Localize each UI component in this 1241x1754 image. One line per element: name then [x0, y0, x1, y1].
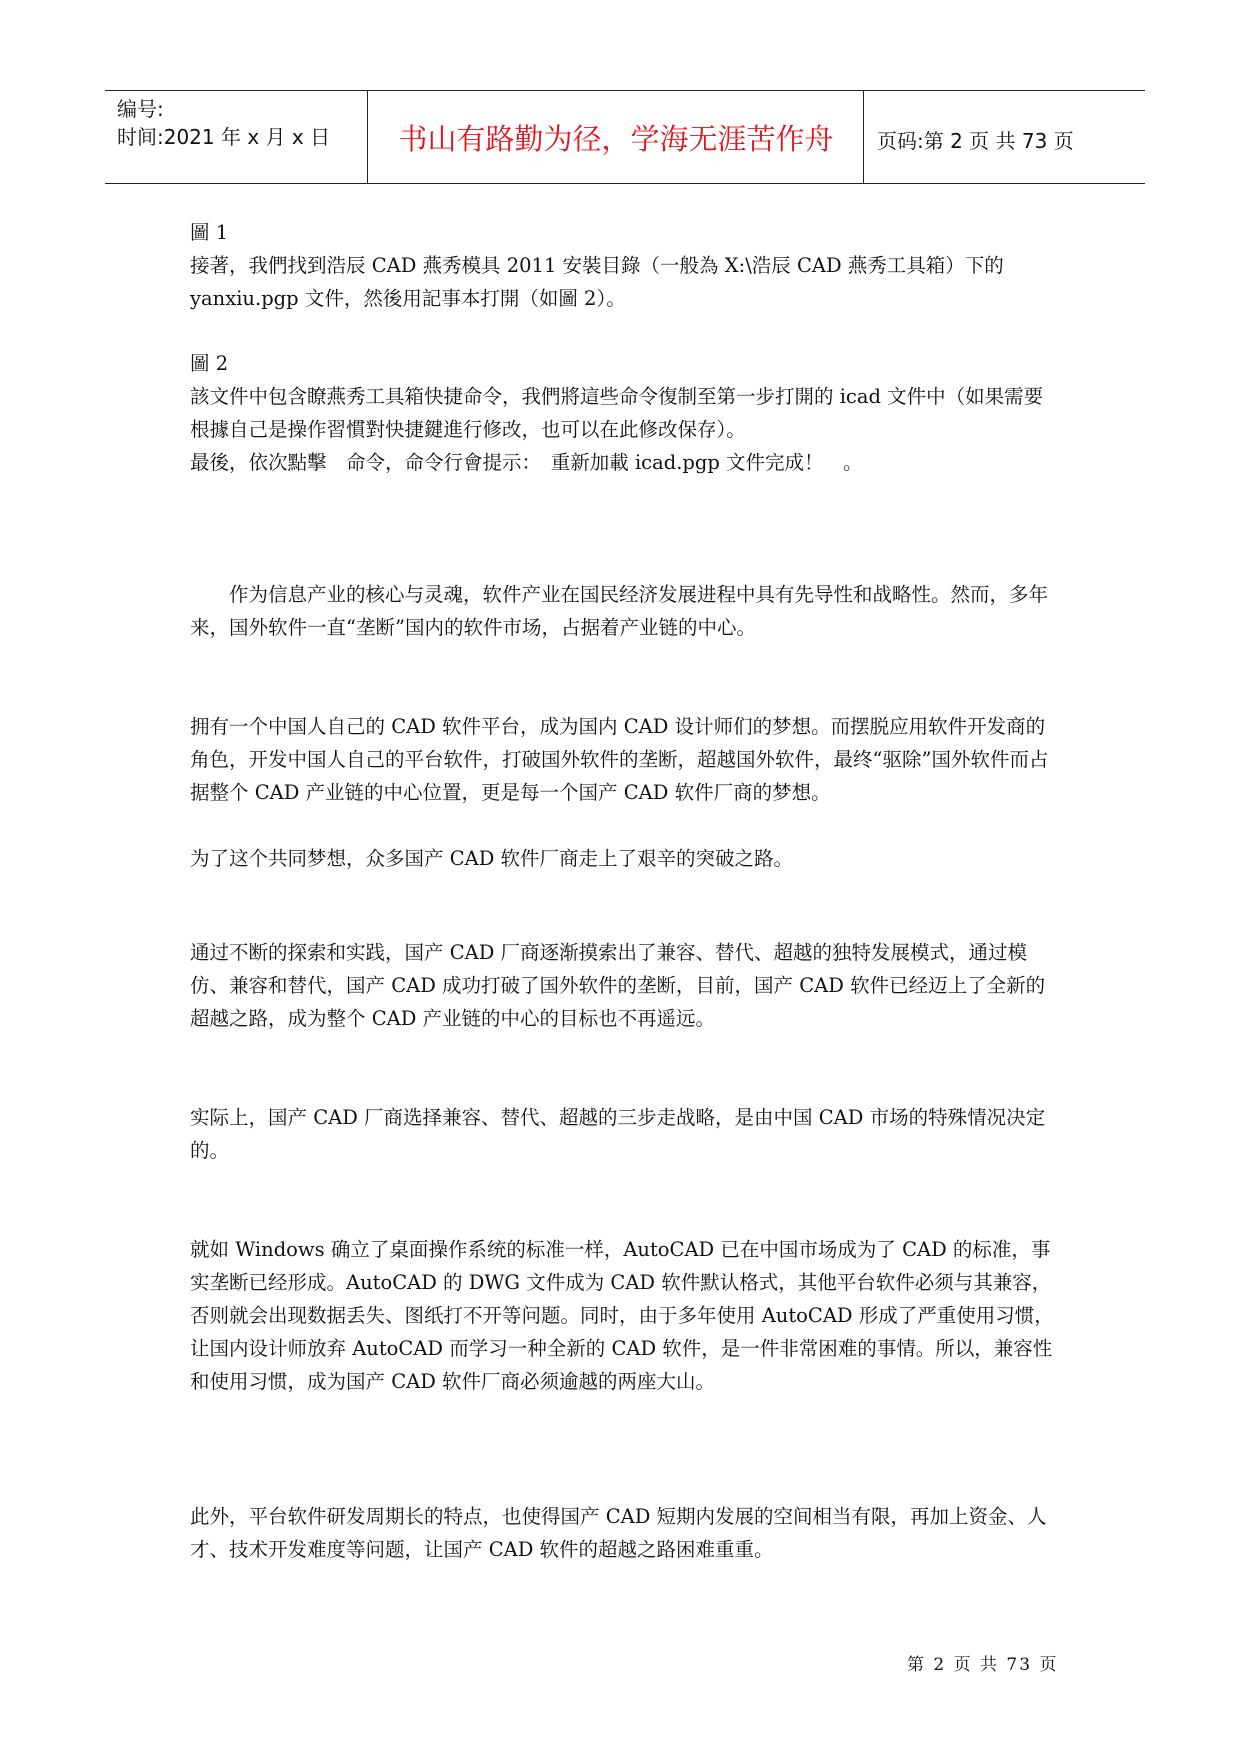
page-footer: 第 2 页 共 73 页	[907, 1655, 1059, 1675]
paragraph-8: 实际上，国产 CAD 厂商选择兼容、替代、超越的三步走战略，是由中国 CAD 市场的特殊情况决定的。	[190, 1106, 1046, 1162]
paragraph-3: 最後，依次點擊 命令，命令行會提示： 重新加載 icad.pgp 文件完成！ 。	[190, 451, 863, 474]
doc-number-label: 编号:	[117, 97, 164, 121]
paragraph-7: 通过不断的探索和实践，国产 CAD 厂商逐渐摸索出了兼容、替代、超越的独特发展模式，通过模仿、兼容和替代，国产 CAD 成功打破了国外软件的垄断，目前，国产 CAD 软件已经迈上了全新的超越之路，成为整个 CAD 产业链的中心的目标也不再遥远。	[190, 941, 1046, 1030]
paragraph-2: 該文件中包含瞭燕秀工具箱快捷命令，我們將這些命令復制至第一步打開的 icad 文件中（如果需要根據自己是操作習慣對快捷鍵進行修改，也可以在此修改保存）。	[190, 385, 1044, 441]
figure-caption-2: 圖 2	[190, 352, 229, 375]
paragraph-9: 就如 Windows 确立了桌面操作系统的标准一样，AutoCAD 已在中国市场成为了 CAD 的标准，事实垄断已经形成。AutoCAD 的 DWG 文件成为 CAD 软件默认格式，其他平台软件必须与其兼容，否则就会出现数据丢失、图纸打不开等问题。同时，由于多年使用 AutoCAD 形成了严重使用习惯，让国内设计师放弃 AutoCAD 而学习一种全新的 CAD 软件，是一件非常困难的事情。所以，兼容性和使用习惯，成为国产 CAD 软件厂商必须逾越的两座大山。	[190, 1238, 1054, 1393]
doc-time-label: 时间:2021 年 x 月 x 日	[117, 125, 331, 149]
header-motto-cell	[369, 91, 864, 183]
paragraph-10: 此外，平台软件研发周期长的特点，也使得国产 CAD 短期内发展的空间相当有限，再加上资金、人才、技术开发难度等问题，让国产 CAD 软件的超越之路困难重重。	[190, 1505, 1047, 1561]
header-meta	[105, 91, 368, 183]
paragraph-1: 接著，我們找到浩辰 CAD 燕秀模具 2011 安裝目錄（一般為 X:\浩辰 CAD 燕秀工具箱）下的 yanxiu.pgp 文件，然後用記事本打開（如圖 2）。	[190, 254, 1004, 310]
header-motto: 书山有路勤为径，学海无涯苦作舟	[398, 122, 834, 156]
header-page-cell	[865, 91, 1145, 183]
header-page-label: 页码:第 2 页 共 73 页	[877, 129, 1074, 153]
paragraph-4: 作为信息产业的核心与灵魂，软件产业在国民经济发展进程中具有先导性和战略性。然而，多年来，国外软件一直“垄断”国内的软件市场，占据着产业链的中心。	[190, 583, 1049, 639]
paragraph-5: 拥有一个中国人自己的 CAD 软件平台，成为国内 CAD 设计师们的梦想。而摆脱应用软件开发商的角色，开发中国人自己的平台软件，打破国外软件的垄断，超越国外软件，最终“驱除”国外软件而占据整个 CAD 产业链的中心位置，更是每一个国产 CAD 软件厂商的梦想。	[190, 715, 1049, 804]
paragraph-6: 为了这个共同梦想，众多国产 CAD 软件厂商走上了艰辛的突破之路。	[190, 847, 794, 870]
page-header	[105, 90, 1145, 184]
figure-caption-1: 圖 1	[190, 221, 229, 244]
